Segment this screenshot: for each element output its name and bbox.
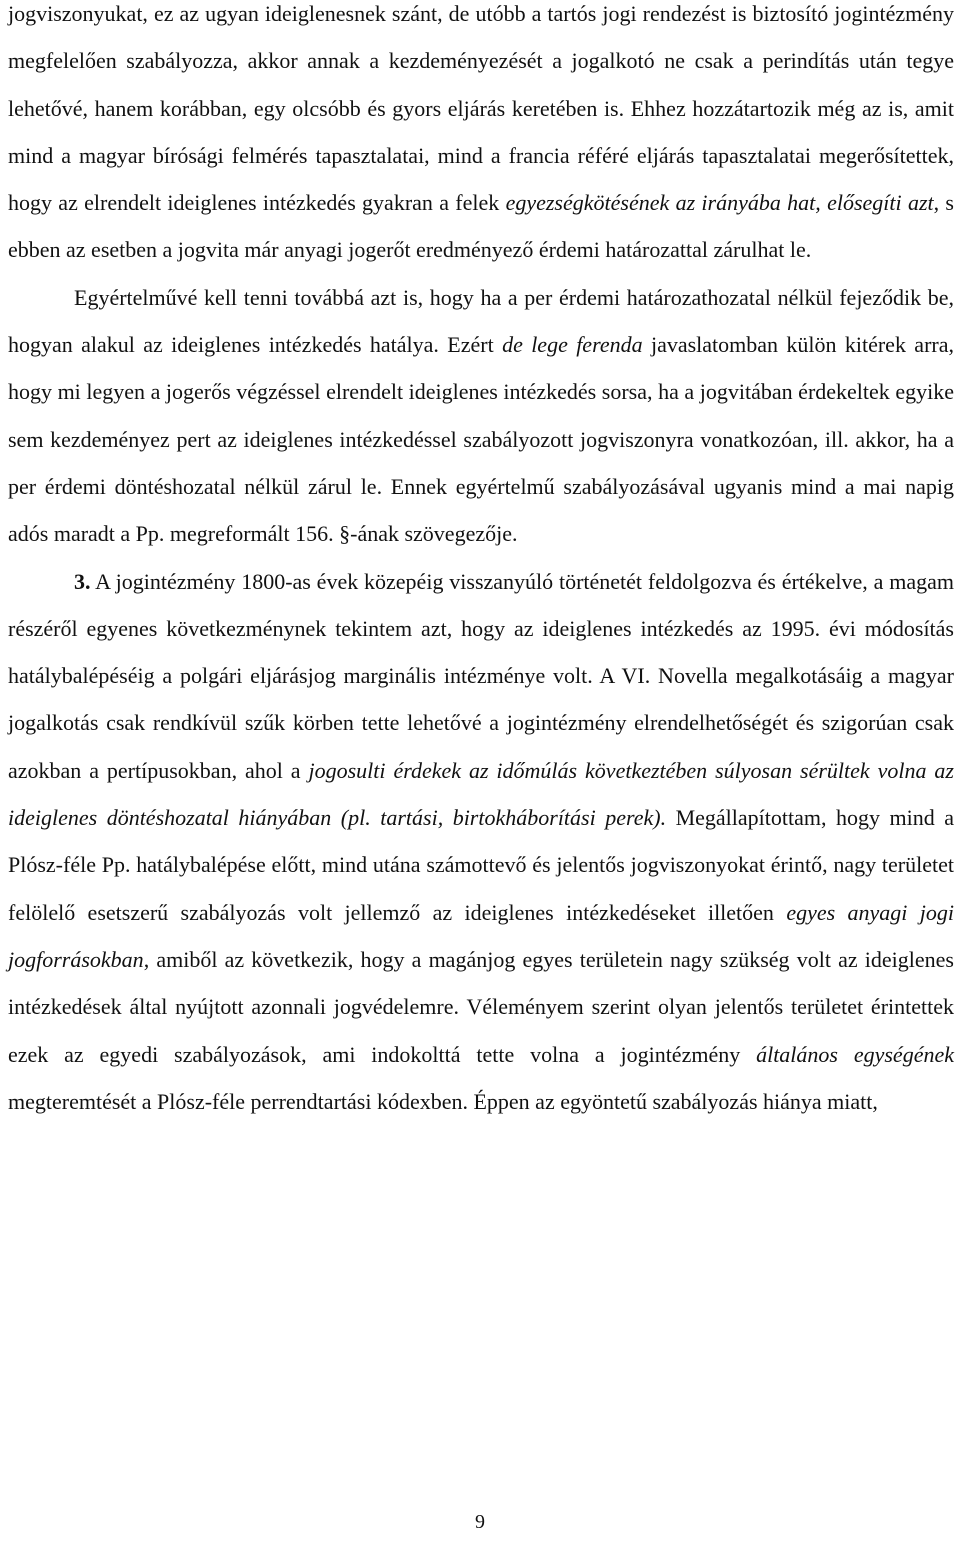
italic-run: jogosulti érdekek az időmúlás következtében súlyosan sérültek volna az ideiglenes döntéshozatal hiányában (pl. tartási, birtokháborítási perek). bbox=[8, 757, 954, 831]
text-run: Megállapítottam, hogy mind a Plósz-féle Pp. hatálybalépése előtt, mind utána számottevő és jelentős jogviszonyokat érintő, nagy területet felölelő esetszerű szabályozás volt jellemző az ideiglenes intézkedéseket illetően bbox=[8, 805, 954, 925]
text-run: javaslatomban külön kitérek arra, hogy mi legyen a jogerős végzéssel elrendelt ideiglenes intézkedés sorsa, ha a jogvitában érdekeltek egyike sem kezdeményez pert az ideiglenes intézkedéssel szabályozott jogviszonyra vonatkozóan, ill. akkor, ha a per érdemi döntéshozatal nélkül zárul le. Ennek egyértelmű szabályozásával ugyanis mind a mai napig adós maradt a Pp. megreformált 156. §-ának szövegezője. bbox=[8, 332, 954, 547]
text-run: jogviszonyukat, ez az ugyan ideiglenesnek szánt, de utóbb a tartós jogi rendezést is biztosító jogintézmény megfelelően szabályozza, akkor annak a kezdeményezését a jogalkotó ne csak a perindítás után tegye lehetővé, hanem korábban, egy olcsóbb és gyors eljárás keretében is. Ehhez hozzátartozik még az is, amit mind a magyar bírósági felmérés tapasztalatai, mind a francia référé eljárás tapasztalatai megerősítettek, hogy az elrendelt ideiglenes intézkedés gyakran a felek bbox=[8, 1, 954, 216]
paragraph-2 bbox=[8, 274, 954, 558]
section-number: 3. bbox=[74, 568, 91, 594]
paragraph-1 bbox=[8, 0, 954, 274]
page-number: 9 bbox=[475, 1511, 485, 1533]
paragraph-3 bbox=[8, 558, 954, 1126]
document-page bbox=[8, 0, 954, 1125]
italic-run: egyes anyagi jogi jogforrásokban bbox=[8, 899, 954, 972]
italic-run: általános egységének bbox=[756, 1041, 954, 1067]
text-run: A jogintézmény 1800-as évek közepéig visszanyúló történetét feldolgozva és értékelve, a magam részéről egyenes következménynek tekintem azt, hogy az ideiglenes intézkedés az 1995. évi módosítás hatálybalépéséig a polgári eljárásjog marginális intézménye volt. A VI. Novella megalkotásáig a magyar jogalkotás csak rendkívül szűk körben tette lehetővé a jogintézmény elrendelhetőségét és szigorúan csak azokban a pertípusokban, ahol a bbox=[8, 568, 954, 783]
body-text bbox=[8, 0, 954, 1125]
italic-run: de lege ferenda bbox=[502, 332, 643, 358]
italic-run: egyezségkötésének az irányába hat, elősegíti azt bbox=[505, 190, 934, 216]
text-run: Egyértelművé kell tenni továbbá azt is, hogy ha a per érdemi határozathozatal nélkül fejeződik be, hogyan alakul az ideiglenes intézkedés hatálya. Ezért bbox=[8, 284, 954, 358]
text-run: , s ebben az esetben a jogvita már anyagi jogerőt eredményező érdemi határozattal zárulhat le. bbox=[8, 190, 954, 263]
text-run: , amiből az következik, hogy a magánjog egyes területein nagy szükség volt az ideiglenes intézkedések által nyújtott azonnali jogvédelemre. Véleményem szerint olyan jelentős területet érintettek ezek az egyedi szabályozások, ami indokolttá tette volna a jogintézmény bbox=[8, 946, 954, 1067]
text-run: megteremtését a Plósz-féle perrendtartási kódexben. Éppen az egyöntetű szabályozás hiánya miatt, bbox=[8, 1088, 878, 1114]
